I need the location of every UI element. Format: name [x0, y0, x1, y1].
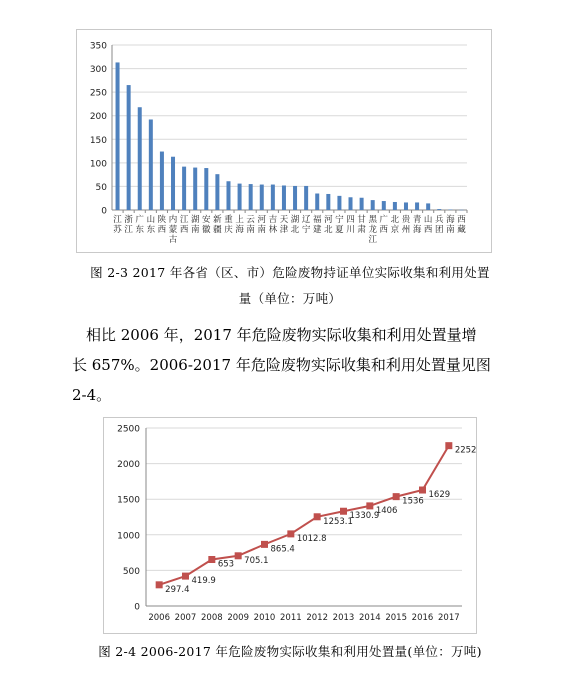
x-tick-label: 2010	[253, 613, 276, 623]
x-tick-label: 广西	[379, 215, 389, 235]
x-tick-label: 贵州	[401, 215, 411, 235]
bar	[393, 202, 397, 210]
series-line	[159, 446, 449, 585]
y-tick-label: 100	[89, 159, 107, 170]
data-point	[445, 442, 452, 449]
x-tick-label: 湖南	[190, 215, 200, 235]
data-point	[182, 573, 189, 580]
data-point	[314, 513, 321, 520]
line-chart-svg	[104, 418, 476, 633]
y-tick-label: 0	[134, 602, 140, 613]
x-tick-label: 北京	[390, 215, 400, 235]
bar	[182, 167, 186, 210]
bar	[260, 185, 264, 210]
x-tick-label: 黑龙江	[368, 215, 377, 245]
x-tick-label: 2011	[280, 613, 302, 623]
x-tick-label: 陕西	[157, 215, 167, 235]
paragraph-line-3: 2-4。	[72, 386, 112, 404]
x-tick-label: 2016	[411, 613, 434, 623]
bar	[437, 209, 441, 210]
line-chart-annual-total	[103, 417, 477, 634]
bar	[315, 194, 319, 211]
data-label: 2252	[454, 445, 476, 456]
x-tick-label: 青海	[412, 215, 422, 235]
data-label: 1253.1	[323, 516, 353, 527]
bar	[448, 210, 452, 211]
data-label: 1406	[375, 505, 398, 516]
data-label: 1330.9	[349, 511, 380, 522]
x-tick-label: 安徽	[202, 215, 211, 235]
x-tick-label: 重庆	[224, 215, 233, 235]
data-point	[261, 541, 268, 548]
x-tick-label: 福建	[312, 215, 322, 235]
data-point	[419, 487, 426, 494]
bar	[271, 185, 275, 210]
figure-2-3-caption-continued: 量（单位：万吨）	[238, 291, 342, 306]
x-tick-label: 2007	[174, 613, 197, 623]
bar	[238, 184, 242, 210]
x-tick-label: 2012	[306, 613, 328, 623]
y-tick-label: 200	[89, 112, 107, 123]
y-tick-label: 2500	[117, 424, 140, 435]
y-tick-label: 0	[101, 206, 107, 217]
x-tick-label: 海南	[446, 215, 455, 235]
data-label: 419.9	[191, 576, 216, 587]
y-tick-label: 250	[89, 88, 107, 99]
bar	[382, 201, 386, 210]
data-point	[340, 508, 347, 515]
data-label: 705.1	[244, 555, 269, 566]
x-tick-label: 内蒙古	[168, 215, 178, 245]
bar	[415, 202, 419, 210]
data-point	[287, 530, 294, 537]
x-tick-label: 2006	[148, 613, 170, 623]
bar	[337, 196, 341, 210]
data-label: 653	[217, 559, 235, 570]
data-point	[235, 552, 242, 559]
x-tick-label: 河南	[257, 215, 267, 235]
x-tick-label: 2009	[227, 613, 249, 623]
data-label: 865.4	[270, 544, 295, 555]
x-tick-label: 上海	[235, 215, 244, 235]
bar	[293, 186, 297, 210]
x-tick-label: 新疆	[213, 215, 222, 235]
bar	[459, 210, 463, 211]
data-label: 1629	[428, 490, 451, 501]
x-tick-label: 天津	[279, 215, 289, 235]
bar	[360, 198, 364, 210]
data-point	[393, 493, 400, 500]
bar	[226, 181, 230, 210]
bar	[149, 119, 153, 210]
x-tick-label: 2014	[359, 613, 381, 623]
bar	[282, 185, 286, 210]
y-tick-label: 1000	[117, 531, 140, 542]
data-point	[366, 502, 373, 509]
data-point	[156, 581, 163, 588]
x-tick-label: 2013	[332, 613, 355, 623]
bar-chart-svg	[77, 30, 491, 252]
y-tick-label: 500	[122, 566, 140, 577]
y-tick-label: 50	[95, 182, 107, 193]
data-point	[208, 556, 215, 563]
bar	[204, 168, 208, 210]
x-tick-label: 宁夏	[335, 215, 344, 235]
bar	[160, 152, 164, 210]
x-tick-label: 河北	[324, 215, 333, 235]
bar	[171, 157, 175, 210]
x-tick-label: 2015	[385, 613, 407, 623]
x-tick-label: 山东	[146, 215, 156, 235]
bar	[326, 194, 330, 210]
x-tick-label: 山西	[423, 215, 433, 235]
bar	[349, 197, 353, 210]
bar-chart-by-province	[76, 29, 492, 253]
bar	[304, 186, 308, 210]
data-label: 1012.8	[296, 533, 327, 544]
y-tick-label: 2000	[117, 460, 140, 471]
x-tick-label: 江苏	[113, 215, 122, 235]
x-tick-label: 江西	[179, 215, 189, 235]
bar	[404, 202, 408, 210]
x-tick-label: 吉林	[268, 215, 278, 235]
y-tick-label: 150	[89, 135, 107, 146]
bar	[371, 200, 375, 210]
bar	[116, 62, 120, 210]
y-tick-label: 1500	[117, 495, 140, 506]
x-tick-label: 浙江	[124, 215, 133, 235]
bar	[193, 168, 197, 210]
x-tick-label: 广东	[135, 215, 144, 235]
x-tick-label: 2017	[438, 613, 460, 623]
x-tick-label: 甘肃	[357, 215, 366, 235]
data-label: 1536	[402, 496, 424, 507]
x-tick-label: 湖北	[290, 215, 300, 235]
bar	[138, 107, 142, 210]
data-label: 297.4	[165, 584, 190, 595]
x-tick-label: 四川	[346, 215, 355, 235]
figure-2-4-caption: 图 2-4 2006-2017 年危险废物实际收集和利用处置量(单位：万吨)	[98, 644, 482, 659]
figure-2-3-caption: 图 2-3 2017 年各省（区、市）危险废物持证单位实际收集和利用处置	[90, 265, 490, 280]
y-tick-label: 300	[89, 65, 107, 76]
x-tick-label: 西藏	[457, 215, 466, 235]
x-tick-label: 云南	[246, 215, 255, 235]
paragraph-line-1: 相比 2006 年，2017 年危险废物实际收集和利用处置量增	[86, 326, 477, 344]
bar	[127, 85, 131, 210]
x-tick-label: 兵团	[435, 215, 444, 235]
x-tick-label: 辽宁	[301, 215, 311, 235]
bar	[249, 184, 253, 210]
x-tick-label: 2008	[201, 613, 223, 623]
bar	[426, 203, 430, 210]
bar	[215, 174, 219, 210]
y-tick-label: 350	[89, 41, 107, 52]
paragraph-line-2: 长 657%。2006-2017 年危险废物实际收集和利用处置量见图	[72, 356, 491, 374]
